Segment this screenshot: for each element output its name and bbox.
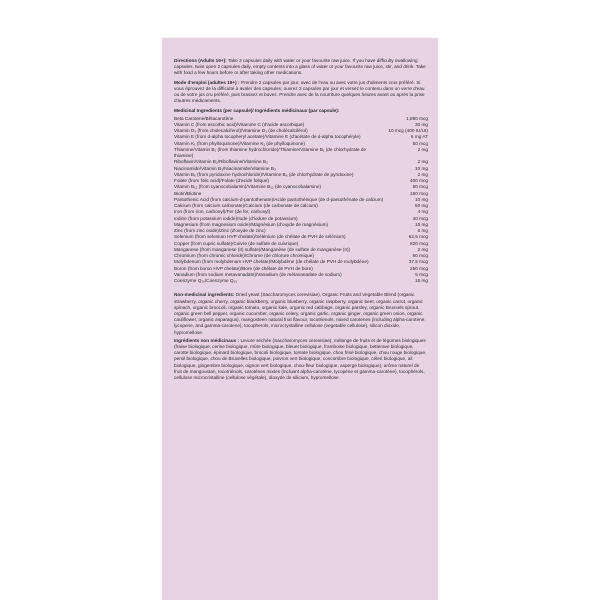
ingredient-name: Beta Carotene/Bêtacarotène xyxy=(174,115,234,121)
ingredient-name: Chromium (from chromic chloride)/Chrome (de chlorure chromique) xyxy=(174,253,314,259)
ingredient-amount: 5 mcg xyxy=(415,271,428,277)
ingredient-amount: 2 mg xyxy=(417,171,428,177)
ingredient-name: Vitamin C (from ascorbic acid)/Vitamine C (d'acide ascorbique) xyxy=(174,121,305,127)
medicinal-ingredients-table xyxy=(174,116,428,285)
ingredient-name: Copper (from cupric sulfate)/Cuivre (de sulfate de cuivrique) xyxy=(174,240,299,246)
ingredient-name: Folate (from folic acid)/Folate (d'acide folique) xyxy=(174,178,269,184)
ingredient-amount: 820 mcg xyxy=(410,240,428,246)
ingredient-amount: 62.5 mcg xyxy=(408,234,428,240)
ingredient-amount: 37.5 mcg xyxy=(408,259,428,265)
ingredient-name: Riboflavin/Vitamin B₂/Riboflavine/Vitamine B₂ xyxy=(174,159,268,165)
ingredient-name: Niacinamide/Vitamin B₃/Niacinamide/Vitamine B₃ xyxy=(174,165,276,171)
label-panel xyxy=(162,38,438,600)
ingredient-amount: 2 mg xyxy=(417,246,428,252)
ingredient-amount: 2 mg xyxy=(417,146,428,152)
non-medicinal-english-text: Dried yeast (Saccharomyces cerevisiae), Organic Fruits and Vegetable Blend (organic strawberry, organic cherry, organic blackberry, organic blueberry, organic raspberry, organic beet, organic carrot, organic spinach, organic broccoli, organic tomato, organic kale, organic red cabbage, organic parsley, organic Brussels sprout, organic green bell pepper, organic cucumber, organic celery, organic garlic, organic ginger, organic green onion, organic cauliflower, organic asparagus), mangosteen natural fruit flavour, tocotrienols, mixed carotenes (including alpha-carotene, lycopene, and gamma-carotene), tocopherols, microcrystalline cellulose (vegetable cellulose), silicon dioxide, hypromellose. xyxy=(174,292,426,335)
ingredient-amount: 10 mg xyxy=(414,165,428,171)
ingredient-amount: 150 mcg xyxy=(410,190,428,196)
directions-french xyxy=(174,80,428,105)
ingredient-amount: 6 mg AT xyxy=(410,134,428,140)
ingredient-name: Pantothenic Acid (from calcium-d-pantothenate)/Acide pantothénique (de d-pantothénate de calcium) xyxy=(174,196,384,202)
non-medicinal-french-label: Ingrédients non médicinaux : xyxy=(174,337,240,343)
ingredient-amount: 15 mg xyxy=(414,221,428,227)
directions-english-label: Directions (Adults 19+): xyxy=(174,58,227,63)
ingredient-amount: 50 mg xyxy=(414,203,428,209)
non-medicinal-english-label: Non-medicinal ingredients: xyxy=(174,292,235,298)
ingredient-amount: 4 mg xyxy=(417,209,428,215)
non-medicinal-french xyxy=(174,338,428,381)
directions-french-label: Mode d'emploi (adultes 19+) : xyxy=(174,79,240,85)
ingredient-name: Magnesium (from magnesium oxide)/Magnésium (d'oxyde de magnésium) xyxy=(174,221,329,227)
ingredient-name: Vitamin D₃ (from cholecalciferol)/Vitamine D₃ (de cholécalciférol) xyxy=(174,128,308,134)
ingredient-name: Calcium (from calcium carbonate)/Calcium (de carbonate de calcium) xyxy=(174,203,318,209)
ingredient-amount: 50 mcg xyxy=(412,140,428,146)
ingredient-amount: 15 mg xyxy=(414,278,428,284)
directions-french-text: Prendre 2 capsules par jour, avec de l'eau ou avec votre jus d'aliments crus préféré. Si vous éprouvez de la difficulté à avaler des capsules, ouvrez 2 capsules par jour et versez le contenu dans un verre d'eau ou de votre jus cru préféré, puis brassez et buvez. Prendre avec de la nourriture quelques heures avant ou après la prise d'autres médicaments. xyxy=(174,79,425,104)
ingredient-name: Iron (from iron, carbonyl)/Fer (de fer, carbonyl) xyxy=(174,209,271,215)
directions-english-text: Take 2 capsules daily with water or your favourite raw juice. If you have difficulty swallowing capsules, twist open 2 capsules daily, empty contents into a glass of water or your favourite raw juice, stir, and drink. Take with food a few hours before or after taking other medications. xyxy=(174,58,426,76)
ingredient-name: Vitamin K₁ (from phylloquinone)/Vitamine K₁ (de phylloquinone) xyxy=(174,140,305,146)
non-medicinal-english xyxy=(174,292,428,335)
ingredient-amount: 10 mg xyxy=(414,196,428,202)
ingredient-amount: 30 mg xyxy=(414,121,428,127)
ingredient-amount: 250 mcg xyxy=(410,265,428,271)
ingredient-name: Thiamine/Vitamin B₁ (from thiamine hydrochloride)/Thiamine/Vitamine B₁ (de chlorhydrate de thiamine) xyxy=(174,146,367,159)
ingredient-name: Biotin/Biotine xyxy=(174,190,202,196)
ingredient-name: Coenzyme Q₁₀/Coenzyme Q₁₀ xyxy=(174,278,238,284)
ingredient-amount: 400 mcg xyxy=(410,178,428,184)
medicinal-ingredients-heading: Medicinal Ingredients (per capsule)/ Ingrédients médicinaux (par capsule): xyxy=(174,108,340,114)
ingredient-amount: 10 mcg (400 IU/UI) xyxy=(388,128,428,134)
ingredient-amount: 2 mg xyxy=(417,159,428,165)
ingredient-name: Boron (from boron HVP chelate)/Bore (de chélate de PVH de bore) xyxy=(174,265,313,271)
ingredient-name: Selenium (from selenium HVP chelate)/Sélénium (de chélate de PVH de sélénium) xyxy=(174,234,346,240)
ingredient-name: Vanadium (from sodium metavanadate)/Vanadium (de métavanadate de sodium) xyxy=(174,271,342,277)
ingredient-amount: 50 mcg xyxy=(412,184,428,190)
ingredient-name: Iodine (from potassium iodide)/Iode (d'iodure de potassium) xyxy=(174,215,298,221)
ingredient-row xyxy=(174,147,428,160)
ingredient-name: Vitamin E (from d-alpha tocopheryl acetate)/Vitamine E (d'acétate de d-alpha tocophéryle) xyxy=(174,134,361,140)
directions-english xyxy=(174,58,428,77)
ingredient-amount: 40 mcg xyxy=(412,215,428,221)
ingredient-name: Vitamin B₆ (from pyridoxine hydrochloride)/Vitamine B₆ (de chlorhydrate de pyridoxine) xyxy=(174,171,354,177)
ingredient-name: Manganese (from manganese (II) sulfate)/Manganèse (de sulfate de manganèse (II)) xyxy=(174,246,351,252)
ingredient-name: Vitamin B₁₂ (from cyanocobalamin)/Vitamine B₁₂ (de cyanocobalamine) xyxy=(174,184,322,190)
ingredient-amount: 60 mcg xyxy=(412,253,428,259)
non-medicinal-french-text: Levure séchée (Saccharomyces cerevisiae), mélange de fruits et de légumes biologiques (fraise biologique, cerise biologique, mûre biologique, bleuet biologique, framboise biologique, betterave biologique, carotte biologique, épinard biologique, brocoli biologique, tomate biologique, chou frisé biologique, chou rouge biologique, persil biologique, chou de Bruxelles biologique, poivron vert biologique, concombre biologique, céleri biologique, ail biologique, gingembre biologique, oignon vert biologique, chou-fleur biologique, asperge biologique), arôme naturel de fruit de mangoustan, tocotriénols, caroténes mixtes (incluant alpha-carotène, lycopène et gamma-carotène), tocophérols, cellulose microcristalline (cellulose végétale), dioxyde de silicium, hypromellose. xyxy=(174,337,427,381)
ingredient-name: Zinc (from zinc oxide)/Zinc (d'oxyde de zinc) xyxy=(174,228,266,234)
ingredient-amount: 1,890 mcg xyxy=(406,115,428,121)
ingredient-amount: 5 mg xyxy=(417,228,428,234)
ingredient-name: Molybdenum (from molybdenum HVP chelate)/Molybdène (de chélate de PVH de molybdène) xyxy=(174,259,369,265)
